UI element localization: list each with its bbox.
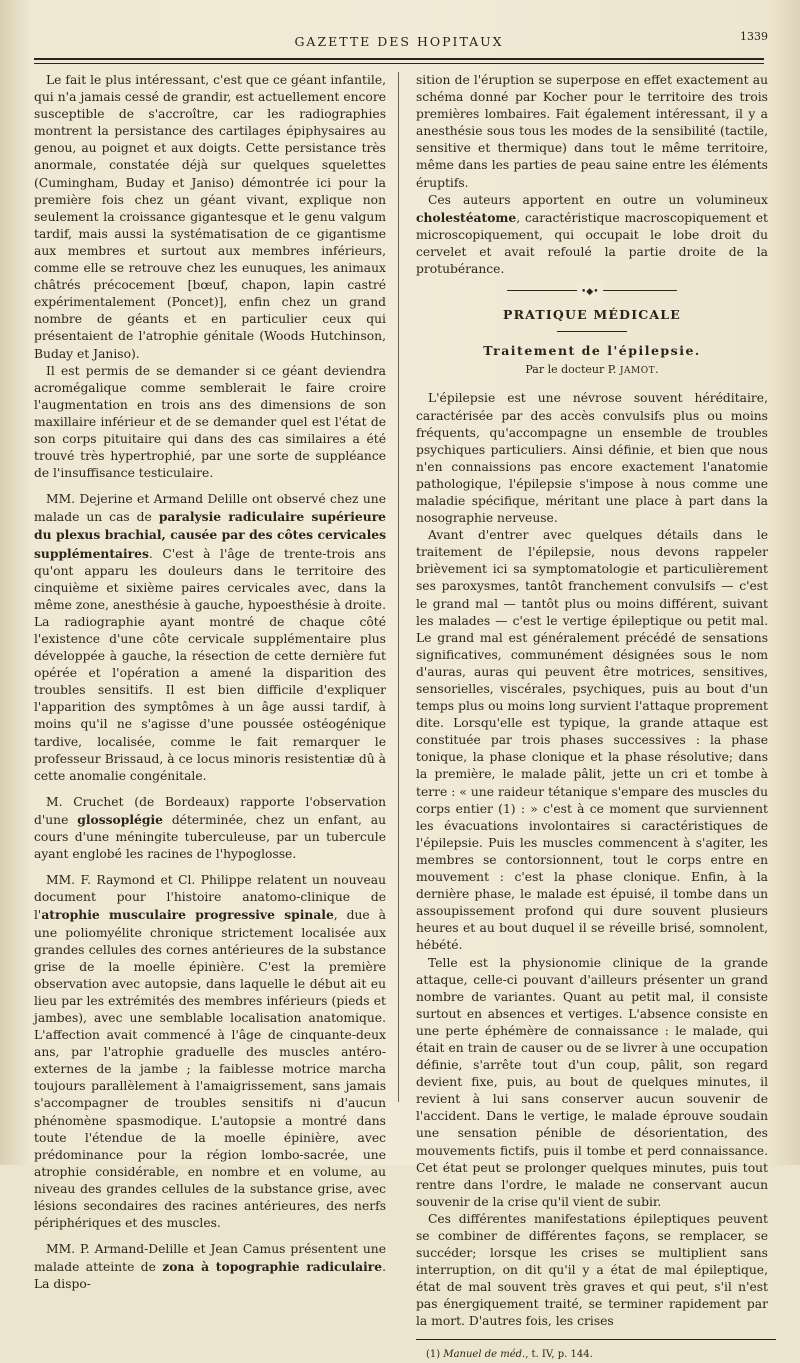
paragraph: Avant d'entrer avec quelques détails dans le traitement de l'épilepsie, nous devons rappeler brièvement ici sa symptomatologie et particulièrement ses paroxysmes, tantôt franchement convulsifs — c'est le grand mal — tantôt plus ou moins différent, suivant les malades — c'est le vertige épileptique ou petit mal. Le grand mal est généralement précédé de sensations significatives, communément désignées sous le nom d'auras, auras qui peuvent être motrices, sensitives, sensorielles, viscérales, psychiques, puis au bout d'un temps plus ou moins long survient l'attaque proprement dite. Lorsqu'elle est typique, la grande attaque est constituée par trois phases successives : la phase tonique, la phase clonique et la phase résolutive; dans la première, le malade pâlit, jette un cri et tombe à terre : « une raideur tétanique s'empare des muscles du corps entier (1) : » c'est à ce moment que surviennent les évacuations involontaires si caractéristiques de l'épilepsie. Puis les muscles commencent à s'agiter, les membres se contorsionnent, tout le corps entre en mouvement : c'est la phase clonique. Enfin, à la dernière phase, le malade est épuisé, il tombe dans un assoupissement profond qui dure souvent plusieurs heures et au bout duquel il se réveille brisé, somnolent, hébété. — [416, 528, 768, 953]
report-item-armand-delille — [34, 1241, 386, 1293]
paragraph — [34, 491, 386, 785]
bold-term: zona à topographie radiculaire — [162, 1259, 383, 1275]
text-run: MM. Dejerine et Armand Delille ont observé chez une malade un cas de — [34, 492, 386, 525]
section-title: PRATIQUE MÉDICALE — [502, 307, 682, 323]
byline — [416, 361, 768, 380]
report-item-cruchet — [34, 794, 386, 863]
footnote-number: (1) — [426, 1348, 444, 1360]
section-ornament — [507, 287, 677, 298]
text-run: , due à une poliomyélite chronique strictement localisée aux grandes cellules des cornes antérieures de la substance grise de la moelle épinière. C'est la première observation avec autopsie, dans laquelle le début ait eu lieu par les extrémités des membres inférieurs (pieds et jambes), avec une semblable localisation anatomique. L'affection avait commencé à l'âge de cinquante-deux ans, par l'atrophie graduelle des muscles antéro-externes de la jambe ; la faiblesse motrice marcha toujours parallèlement à l'amaigrissement, sans jamais s'accompagner de troubles sensitifs ni d'aucun phénomène spasmodique. L'autopsie a montré dans toute l'étendue de la moelle épinière, avec prédominance pour la région lombo-sacrée, une atrophie considérable, en nombre et en volume, au niveau des grandes cellules de la substance grise, avec lésions secondaires des racines antérieures, des nerfs périphériques et des muscles. — [34, 908, 386, 1231]
bold-term: paralysie radiculaire supérieure du plexus brachial, causée par des côtes cervicales supplémentaires — [34, 509, 387, 561]
byline-suffix: . — [655, 363, 659, 377]
footnote-rule — [416, 1339, 776, 1340]
paragraph: L'épilepsie est une névrose souvent héréditaire, caractérisée par des accès convulsifs plus ou moins fréquents, qu'accompagne un ensemble de troubles psychiques particuliers. Ainsi définie, et bien que nous n'en connaissions pas encore exactement l'anatomie pathologique, l'épilepsie s'impose à nous comme une maladie spécifique, méritant une place à part dans la nosographie nerveuse. — [416, 391, 768, 526]
footnote-reference: , t. IV, p. 144. — [525, 1348, 593, 1360]
paragraph — [416, 192, 768, 278]
bold-term: glossoplégie — [77, 811, 163, 827]
paragraph: Le fait le plus intéressant, c'est que ce géant infantile, qui n'a jamais cessé de grandir, est actuellement encore susceptible de s'accroître, car les radiographies montrent la persistance des cartilages épiphysaires au genou, au poignet et aux doigts. Cette persistance très anormale, constatée déjà sur quelques squelettes (Cumingham, Buday et Janiso) démontrée ici pour la première fois chez un géant vivant, explique non seulement la croissance gigantesque et le genu valgum tardif, mais aussi la systématisation de ce gigantisme aux membres et surtout aux membres inférieurs, comme elle se retrouve chez les eunuques, les animaux châtrés précocement [bœuf, chapon, lapin castré expérimentalement (Poncet)], enfin chez un grand nombre de géants et en particulier ceux qui présentaient de l'atrophie génitale (Woods Hutchinson, Buday et Janiso). — [34, 73, 386, 361]
paragraph — [34, 1241, 386, 1293]
report-item-raymond — [34, 872, 386, 1232]
byline-prefix: Par le docteur P. — [525, 363, 620, 377]
paragraph: Ces différentes manifestations épileptiques peuvent se combiner de différentes façons, se remplacer, se succéder; lorsque les crises se multiplient sans interruption, on dit qu'il y a état de mal épileptique, état de mal souvent très graves et qui peut, s'il n'est pas énergiquement traité, se terminer rapidement par la mort. D'autres fois, les crises — [416, 1211, 768, 1329]
page-header — [30, 28, 768, 58]
column-divider — [398, 72, 399, 1102]
text-run: déterminée, chez un enfant, au cours d'une méningite tuberculeuse, par un tubercule ayant englobé les racines de l'hypoglosse. — [34, 812, 386, 862]
header-rule — [34, 58, 764, 60]
ornament-icon: •◆• — [577, 284, 603, 301]
text-run: MM. P. Armand-Delille et Jean Camus présentent une malade atteinte de — [34, 1242, 386, 1275]
paragraph: Il est permis de se demander si ce géant deviendra acromégalique comme semblerait le faire croire l'augmentation en trois ans des dimensions de son maxillaire inférieur et de se demander quel est l'état de son corps pituitaire qui dans des cas similaires a été trouvé très hypertrophié, par une sorte de suppléance de l'insuffisance testiculaire. — [34, 363, 386, 481]
paragraph: sition de l'éruption se superpose en effet exactement au schéma donné par Kocher pour le territoire des trois premières lombaires. Fait également intéressant, il y a anesthésie sous tous les modes de la sensibilité (tactile, sensitive et thermique) dans tout le même territoire, même dans les parties de peau saine entre les éléments éruptifs. — [416, 73, 768, 190]
text-run: . C'est à l'âge de trente-trois ans qu'ont apparu les douleurs dans le territoire des cinquième et sixième paires cervicales avec, dans la même zone, anesthésie à gauche, hypoesthésie à droite. La radiographie ayant montré de chaque côté l'existence d'une côte cervicale supplémentaire plus développée à gauche, la résection de cette dernière fut opérée et l'opération a amené la disparition des troubles sensitifs. Il est bien difficile d'expliquer l'apparition des symptômes à un âge aussi tardif, à moins qu'il ne s'agisse d'une poussée ostéogénique tardive, localisée, comme le fait remarquer le professeur Brissaud, à ce locus minoris resistentiæ dû à cette anomalie congénitale. — [34, 546, 386, 783]
header-rule-thin — [34, 63, 764, 64]
paragraph — [34, 872, 386, 1232]
article-title: Traitement de l'épilepsie. — [483, 343, 701, 359]
footnote-source: Manuel de méd. — [443, 1348, 526, 1360]
text-run: Ces auteurs apportent en outre un volumineux — [428, 192, 768, 207]
paragraph: Telle est la physionomie clinique de la grande attaque, celle-ci pouvant d'ailleurs présenter un grand nombre de variantes. Quant au petit mal, il consiste surtout en absences et vertiges. L'absence consiste en une perte éphémère de connaissance : le malade, qui était en train de causer ou de se livrer à une occupation définie, s'arrête tout d'un coup, pâlit, son regard devient fixe, puis, au bout de quelques minutes, il revient à lui sans conserver aucun souvenir de l'accident. Dans le vertige, le malade éprouve soudain une sensation pénible de désorientation, des mouvements fictifs, puis il tombe et perd connaissance. Cet état peut se prolonger quelques minutes, puis tout rentre dans l'ordre, le malade ne conservant aucun souvenir de la crise qu'il vient de subir. — [416, 955, 768, 1209]
footnote — [416, 1346, 768, 1363]
bold-term: cholestéatome — [416, 209, 517, 225]
right-column — [416, 72, 768, 1363]
text-run: . La dispo- — [34, 1260, 386, 1292]
report-item-dejerine — [34, 491, 386, 785]
paragraph — [34, 794, 386, 863]
section-rule — [557, 331, 627, 332]
running-title: GAZETTE DES HOPITAUX — [294, 34, 504, 49]
author-name: JAMOT — [619, 366, 656, 377]
text-run: MM. F. Raymond et Cl. Philippe relatent un nouveau document pour l'histoire anatomo-clinique de l' — [34, 873, 386, 923]
text-run: M. Cruchet (de Bordeaux) rapporte l'observation d'une — [34, 794, 386, 827]
left-column — [34, 72, 386, 1293]
bold-term: atrophie musculaire progressive spinale — [41, 907, 334, 923]
page-number: 1339 — [740, 30, 768, 43]
text-run: , caractéristique macroscopiquement et microscopiquement, qui occupait le lobe droit du cervelet et avait refoulé la partie droite de la protubérance. — [416, 210, 768, 277]
